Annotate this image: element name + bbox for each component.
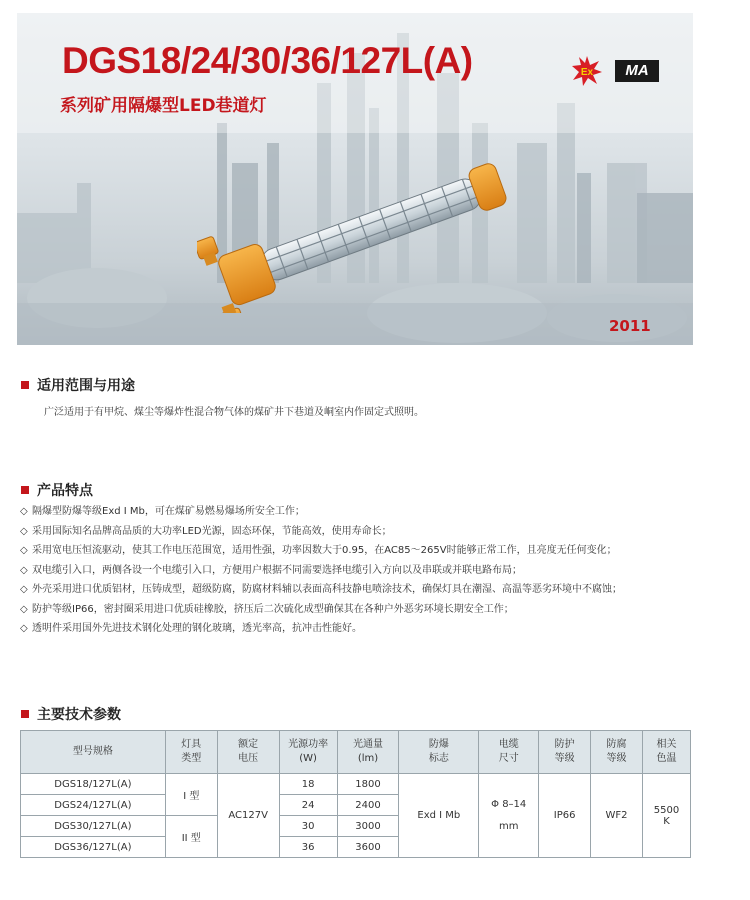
cell-cct: 5500 K — [643, 774, 691, 858]
feature-text: 采用国际知名品牌高品质的大功率LED光源，固态环保，节能高效，使用寿命长； — [32, 525, 392, 537]
header-model: 型号规格 — [21, 731, 166, 774]
specs-heading-text: 主要技术参数 — [37, 707, 121, 723]
diamond-icon: ◇ — [20, 603, 28, 615]
feature-list — [20, 502, 622, 639]
feature-text: 双电缆引入口，两侧各设一个电缆引入口，方便用户根据不同需要选择电缆引入方向以及串联或并联电路布局； — [32, 564, 522, 576]
scope-text: 广泛适用于有甲烷、煤尘等爆炸性混合物气体的煤矿井下巷道及峒室内作固定式照明。 — [44, 407, 424, 418]
feature-text: 透明件采用国外先进技术钢化处理的钢化玻璃，透光率高，抗冲击性能好。 — [32, 623, 362, 634]
cell-power: 30 — [279, 816, 337, 837]
header-corrosion: 防腐 等级 — [591, 731, 643, 774]
cell-type: I 型 — [165, 774, 217, 816]
list-item — [20, 561, 622, 581]
section-bullet-icon — [21, 710, 29, 718]
list-item — [20, 541, 622, 561]
diamond-icon: ◇ — [20, 564, 28, 576]
header-ip: 防护 等级 — [539, 731, 591, 774]
cell-model: DGS30/127L(A) — [21, 816, 166, 837]
cell-model: DGS36/127L(A) — [21, 837, 166, 858]
ma-certification-logo: MA — [615, 60, 659, 82]
cell-voltage: AC127V — [217, 774, 279, 858]
cell-power: 24 — [279, 795, 337, 816]
cell-flux: 1800 — [337, 774, 399, 795]
features-heading — [21, 480, 93, 500]
product-banner — [17, 13, 693, 345]
ex-mark-text: Ex — [580, 67, 594, 78]
cell-ex: Exd I Mb — [399, 774, 479, 858]
section-bullet-icon — [21, 486, 29, 494]
cell-model: DGS18/127L(A) — [21, 774, 166, 795]
cell-flux: 2400 — [337, 795, 399, 816]
specs-heading — [21, 704, 121, 724]
scope-heading — [21, 375, 135, 395]
cell-ip: IP66 — [539, 774, 591, 858]
cell-power: 36 — [279, 837, 337, 858]
diamond-icon: ◇ — [20, 506, 28, 517]
header-cct: 相关 色温 — [643, 731, 691, 774]
header-flux: 光通量 (lm) — [337, 731, 399, 774]
header-type: 灯具 类型 — [165, 731, 217, 774]
cell-power: 18 — [279, 774, 337, 795]
list-item — [20, 502, 622, 522]
diamond-icon: ◇ — [20, 623, 28, 634]
cell-cable: Φ 8–14 mm — [479, 774, 539, 858]
list-item — [20, 522, 622, 542]
cell-flux: 3000 — [337, 816, 399, 837]
diamond-icon: ◇ — [20, 584, 28, 595]
spec-table — [20, 730, 691, 858]
header-power: 光源功率 (W) — [279, 731, 337, 774]
list-item — [20, 580, 622, 600]
feature-text: 防护等级IP66，密封圈采用进口优质硅橡胶，挤压后二次硫化成型确保其在各种户外恶劣环境长期安全工作； — [32, 603, 514, 615]
feature-text: 隔爆型防爆等级Exd I Mb，可在煤矿易燃易爆场所安全工作； — [32, 506, 305, 517]
feature-text: 采用宽电压恒流驱动，使其工作电压范围宽，适用性强，功率因数大于0.95，在AC85～265V时能够正常工作，且亮度无任何变化； — [32, 545, 617, 556]
header-ex: 防爆 标志 — [399, 731, 479, 774]
catalog-year: 2011 — [609, 317, 651, 335]
ex-explosion-proof-icon — [572, 56, 602, 86]
scope-heading-text: 适用范围与用途 — [37, 378, 135, 394]
cell-model: DGS24/127L(A) — [21, 795, 166, 816]
cell-flux: 3600 — [337, 837, 399, 858]
feature-text: 外壳采用进口优质铝材，压铸成型，超级防腐，防腐材料辅以表面高科技静电喷涂技术，确保灯具在潮湿、高温等恶劣环境中不腐蚀； — [32, 584, 622, 595]
cell-corrosion: WF2 — [591, 774, 643, 858]
cell-type: II 型 — [165, 816, 217, 858]
diamond-icon: ◇ — [20, 525, 28, 537]
product-subtitle: 系列矿用隔爆型LED巷道灯 — [60, 96, 267, 116]
features-heading-text: 产品特点 — [37, 483, 93, 499]
table-row — [21, 774, 691, 795]
diamond-icon: ◇ — [20, 545, 28, 556]
lamp-illustration — [197, 153, 537, 313]
table-header-row — [21, 731, 691, 774]
section-bullet-icon — [21, 381, 29, 389]
header-cable: 电缆 尺寸 — [479, 731, 539, 774]
list-item — [20, 619, 622, 639]
product-title: DGS18/24/30/36/127L(A) — [62, 40, 473, 81]
list-item — [20, 600, 622, 620]
header-voltage: 额定 电压 — [217, 731, 279, 774]
